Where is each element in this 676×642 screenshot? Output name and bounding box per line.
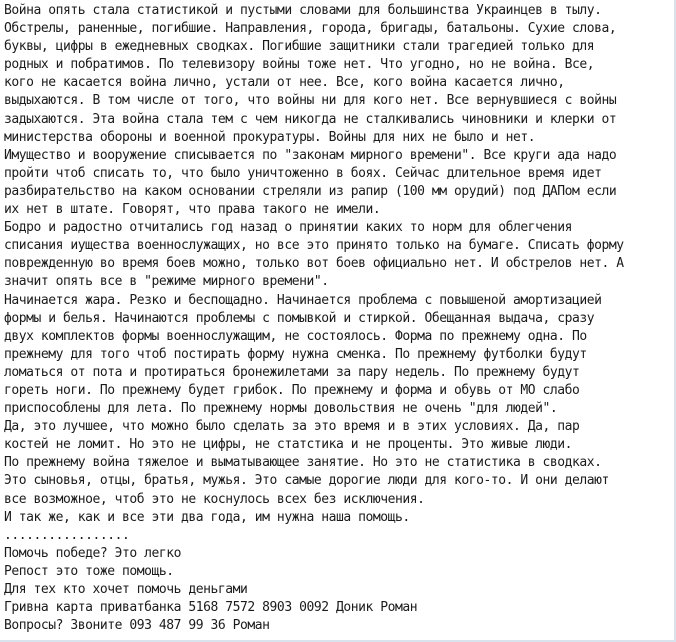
text-line: Война опять стала статистикой и пустыми словами для большинства Украинцев в тылу. [4, 3, 602, 18]
text-line: формы и белья. Начинаются проблемы с помывкой и стиркой. Обещанная выдача, сразу [4, 310, 595, 326]
text-line: Да, это лучшее, что можно было сделать за это время и в этих условиях. Да, пар [4, 419, 580, 435]
phone-line: Вопросы? Звоните 093 487 99 36 Роман [4, 618, 270, 634]
separator-dots: ................. [4, 527, 130, 543]
text-line: приспособлены для лета. По прежнему нормы довольствия не очень "для людей". [4, 401, 558, 417]
text-line: их нет в штате. Говорят, что права такого не имели. [4, 202, 381, 218]
text-line: Для тех кто хочет помочь деньгами [4, 582, 248, 597]
text-line: И так же, как и все эти два года, им нужна наша помощь. [4, 509, 410, 525]
text-line: Репост это тоже помощь. [4, 563, 174, 579]
post-text [4, 2, 676, 635]
text-line: двух комплектов формы военнослужащим, не состоялось. Форма по прежнему одна. По [4, 328, 587, 344]
text-line: родных и побратимов. По телевизору войны тоже нет. Что угодно, но не война. Все, [4, 57, 595, 73]
text-line: пройти чтоб списать то, что было уничтоженно в боях. Сейчас длительное время идет [4, 165, 602, 181]
text-line: гореть ноги. По прежнему будет грибок. По прежнему и форма и обувь от МО слабо [4, 382, 580, 398]
text-line: списания иущества военнослужащих, но все это принято только на бумаге. Списать форму [4, 238, 624, 254]
text-line: задыхаются. Эта война стала тем с чем никогда не сталкивались чиновники и клерки от [4, 111, 617, 127]
text-line: Это сыновья, отцы, братья, мужья. Это самые дорогие люди для кого-то. И они делают [4, 473, 609, 489]
text-line: значит опять все в "режиме мирного времени". [4, 274, 329, 290]
text-line: костей не ломит. Но это не цифры, не статстика и не проценты. Это живые люди. [4, 437, 573, 453]
text-line: прежнему для того чтоб постирать форму нужна сменка. По прежнему футболки будут [4, 346, 587, 362]
text-line: все возможное, чтоб это не коснулось всех без исключения. [4, 491, 425, 507]
text-line: Обстрелы, раненные, погибшие. Направления, города, бригады, батальоны. Сухие слова, [4, 21, 617, 37]
text-line: поврежденную во время боев можно, только вот боев официально нет. И обстрелов нет. А [4, 256, 624, 272]
text-line: разбирательство на каком основании стреляли из рапир (100 мм орудий) под ДАПом если [4, 183, 617, 199]
text-line: министерства обороны и военной прокуратуры. Войны для них не было и нет. [4, 129, 536, 145]
text-line: Помочь победе? Это легко [4, 545, 182, 561]
card-number-line: Гривна карта приватбанка 5168 7572 8903 0092 Доник Роман [4, 600, 418, 616]
text-line: По прежнему война тяжелое и выматывающее занятие. Но это не статистика в сводках. [4, 455, 602, 471]
text-line: Имущество и вооружение списывается по "законам мирного времени". Все круги ада надо [4, 147, 617, 163]
text-line: выдыхаются. В том числе от того, что войны ни для кого нет. Все вернувшиеся с войны [4, 93, 617, 109]
text-line: Бодро и радостно отчитались год назад о принятии каких то норм для облегчения [4, 220, 573, 236]
text-line: ломаться от пота и протираться бронежилетами за пару недель. По прежнему будут [4, 364, 580, 380]
text-line: кого не касается война лично, устали от нее. Все, кого война касается лично, [4, 75, 565, 91]
text-line: буквы, цифры в ежедневных сводках. Погибшие защитники стали трагедией только для [4, 39, 595, 55]
text-line: Начинается жара. Резко и беспощадно. Начинается проблема с повышеной амортизацией [4, 292, 602, 308]
